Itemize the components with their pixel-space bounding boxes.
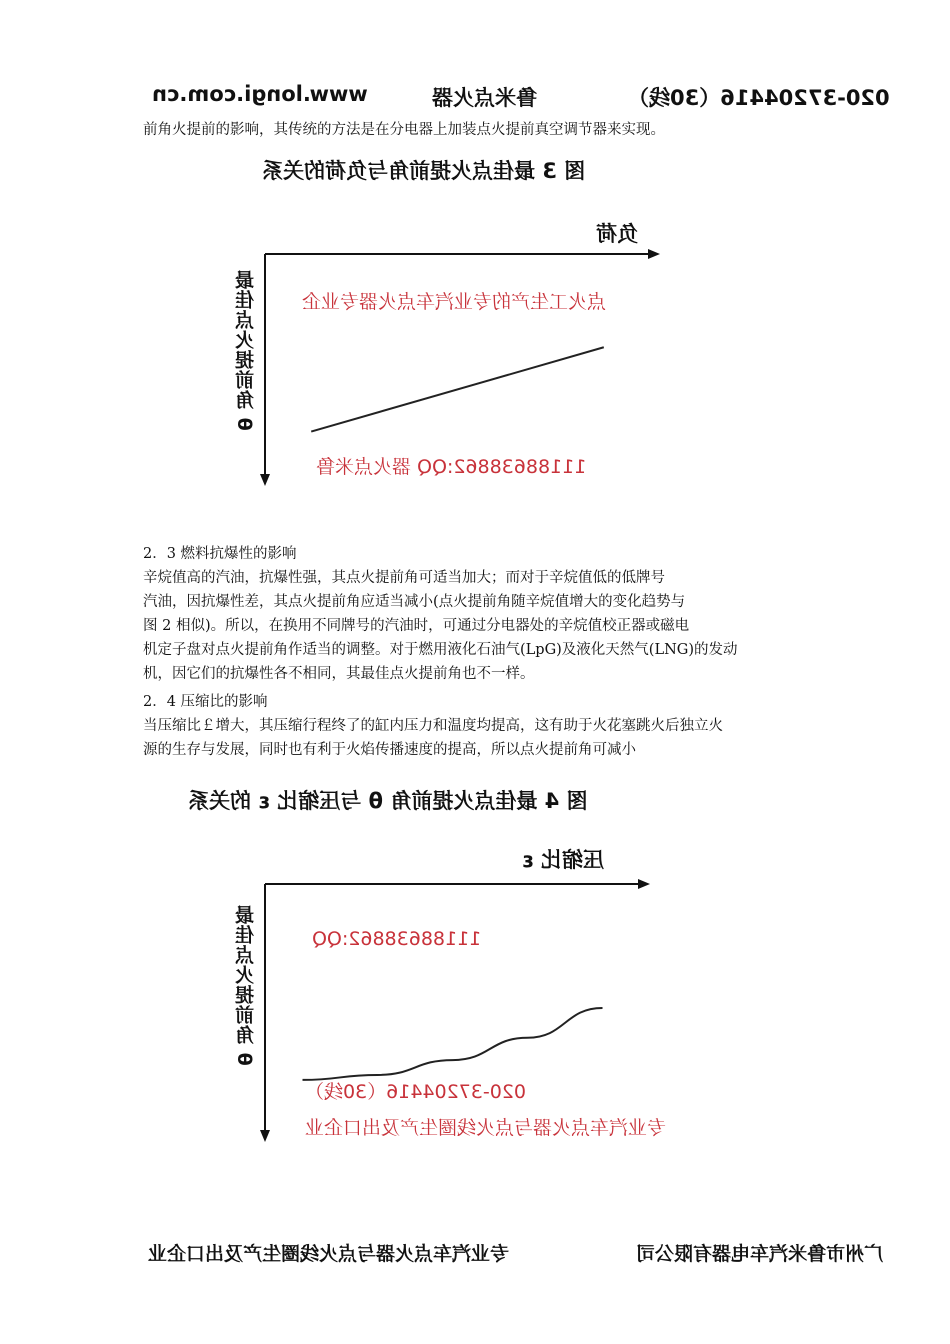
x-axis-arrow xyxy=(638,879,650,889)
section-2-3-line: 汽油，因抗爆性差，其点火提前角应适当减小(点火提前角随辛烷值增大的变化趋势与 xyxy=(143,594,686,610)
intro-line: 前角火提前的影响，其传统的方法是在分电器上加装点火提前真空调节器来实现。 xyxy=(143,122,665,138)
figure4-ylabel: 最佳点火提前角 θ xyxy=(235,905,257,1067)
section-2-3-line: 图 2 相似)。所以，在换用不同牌号的汽油时，可通过分电器处的辛烷值校正器或磁电 xyxy=(143,618,690,634)
section-2-3-line: 机，因它们的抗爆性各不相同，其最佳点火提前角也不一样。 xyxy=(143,666,535,682)
figure4-watermark-red: 11188638862:QQ xyxy=(312,928,482,950)
section-2-3-line: 辛烷值高的汽油，抗爆性强，其点火提前角可适当加大；而对于辛烷值低的低牌号 xyxy=(143,570,665,586)
figure4-watermark-red-2: 020-37204416（30线） xyxy=(305,1081,527,1103)
header-website: www.longi.com.cn xyxy=(152,82,368,106)
figure4-xlabel: 压缩比 ε xyxy=(522,848,605,872)
section-2-3-heading: 2．3 燃料抗爆性的影响 xyxy=(143,546,297,562)
footer-left: 专业汽车点火器与点火线圈生产及出口企业 xyxy=(148,1243,510,1265)
section-2-4-line: 当压缩比￡增大，其压缩行程终了的缸内压力和温度均提高，这有助于火花塞跳火后独立火 xyxy=(143,718,723,734)
x-axis-arrow xyxy=(648,249,660,259)
footer-right: 广州市鲁米汽车电器有限公司 xyxy=(636,1243,884,1265)
series-line xyxy=(311,347,604,431)
y-axis-arrow xyxy=(260,474,270,486)
header-phone: 020-37204416（30线） xyxy=(628,86,890,110)
header-brand: 鲁米点火器 xyxy=(432,86,537,110)
figure4-chart xyxy=(255,870,655,1150)
y-axis-arrow xyxy=(260,1130,270,1142)
figure3-title: 图 3 最佳点火提前角与负荷的关系 xyxy=(262,159,586,183)
section-2-4-heading: 2．4 压缩比的影响 xyxy=(143,694,268,710)
section-2-3-line: 机定子盘对点火提前角作适当的调整。对于燃用液化石油气(LpG)及液化天然气(LNG)的发动 xyxy=(143,642,738,658)
figure3-ylabel: 最佳点火提前角 θ xyxy=(235,270,257,432)
figure3-watermark-red-2: 11188638862:QQ 器火点米鲁 xyxy=(316,456,587,478)
series-line xyxy=(303,1008,603,1080)
figure3-xlabel: 负荷 xyxy=(596,222,638,246)
section-2-4-line: 源的生存与发展，同时也有利于火焰传播速度的提高，所以点火提前角可减小 xyxy=(143,742,636,758)
figure4-watermark-red-3: 专业汽车点火器与点火线圈生产及出口企业 xyxy=(305,1117,667,1139)
figure3-watermark-red: 点火工生产的专业汽车点火器专业企 xyxy=(302,291,607,313)
figure4-title: 图 4 最佳点火提前角 θ 与压缩比 ε 的关系 xyxy=(188,789,588,813)
